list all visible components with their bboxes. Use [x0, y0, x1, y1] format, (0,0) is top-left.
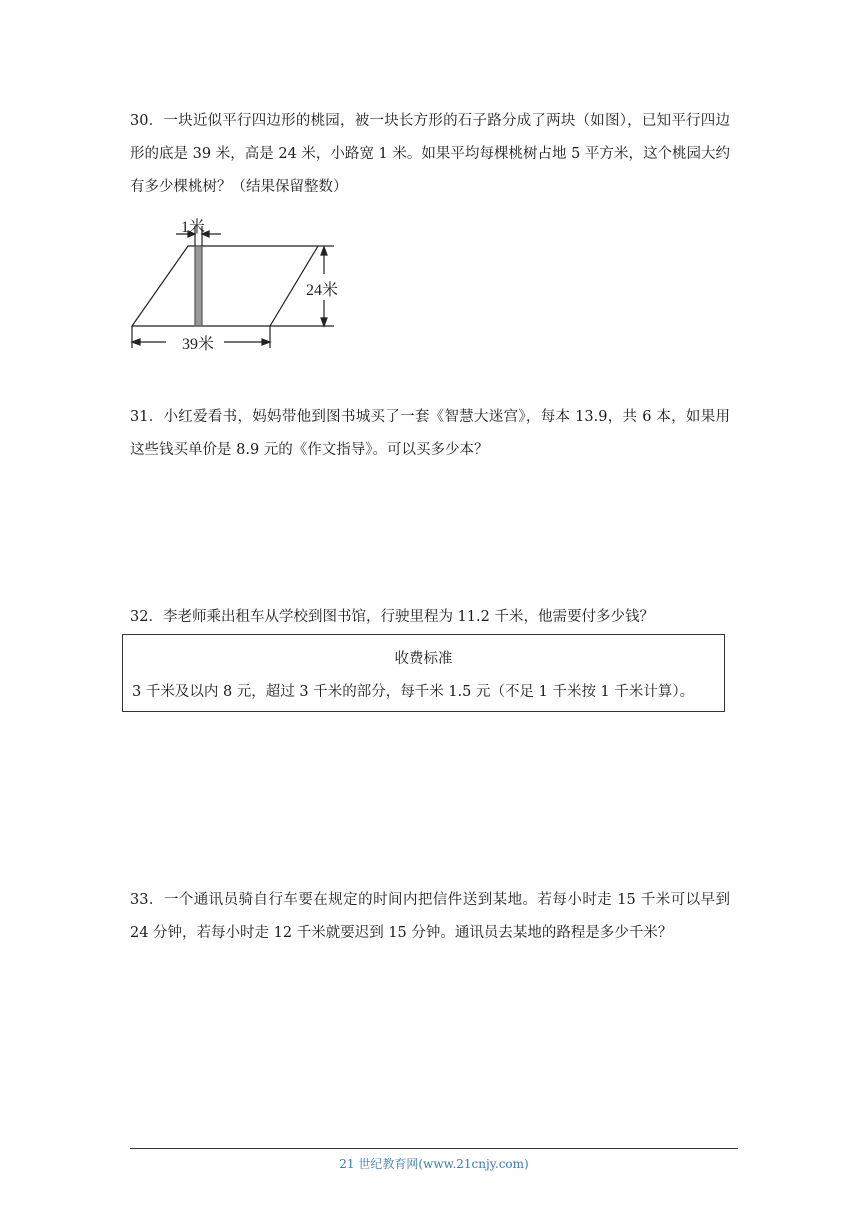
- footer-source: 21 世纪教育网(www.21cnjy.com): [339, 1157, 529, 1171]
- question-31: 31．小红爱看书，妈妈带他到图书城买了一套《智慧大迷宫》，每本 13.9，共 6 本，如果用这些钱买单价是 8.9 元的《作文指导》。可以买多少本？: [130, 409, 730, 458]
- road-strip: [195, 246, 202, 326]
- question-30: 30．一块近似平行四边形的桃园，被一块长方形的石子路分成了两块（如图），已知平行四边形的底是 39 米，高是 24 米，小路宽 1 米。如果平均每棵桃树占地 5 平方米，这个桃园大约有多少棵桃树？（结果保留整数）: [130, 113, 730, 195]
- footer-divider: [130, 1148, 738, 1149]
- base-label: 39米: [182, 336, 215, 353]
- fee-box-text: 3 千米及以内 8 元，超过 3 千米的部分，每千米 1.5 元（不足 1 千米按 1 千米计算）。: [132, 684, 695, 700]
- fee-box-title: 收费标准: [394, 651, 453, 667]
- parallelogram-figure: [120, 212, 360, 360]
- parallelogram-shape: [132, 246, 318, 326]
- question-33: 33．一个通讯员骑自行车要在规定的时间内把信件送到某地。若每小时走 15 千米可以早到 24 分钟，若每小时走 12 千米就要迟到 15 分钟。通讯员去某地的路程是多少千米？: [130, 892, 730, 941]
- fee-standard-box: [122, 634, 725, 712]
- road-width-label: 1米: [181, 219, 206, 236]
- height-label: 24米: [306, 282, 339, 299]
- question-32: 32．李老师乘出租车从学校到图书馆，行驶里程为 11.2 千米，他需要付多少钱？: [130, 609, 654, 625]
